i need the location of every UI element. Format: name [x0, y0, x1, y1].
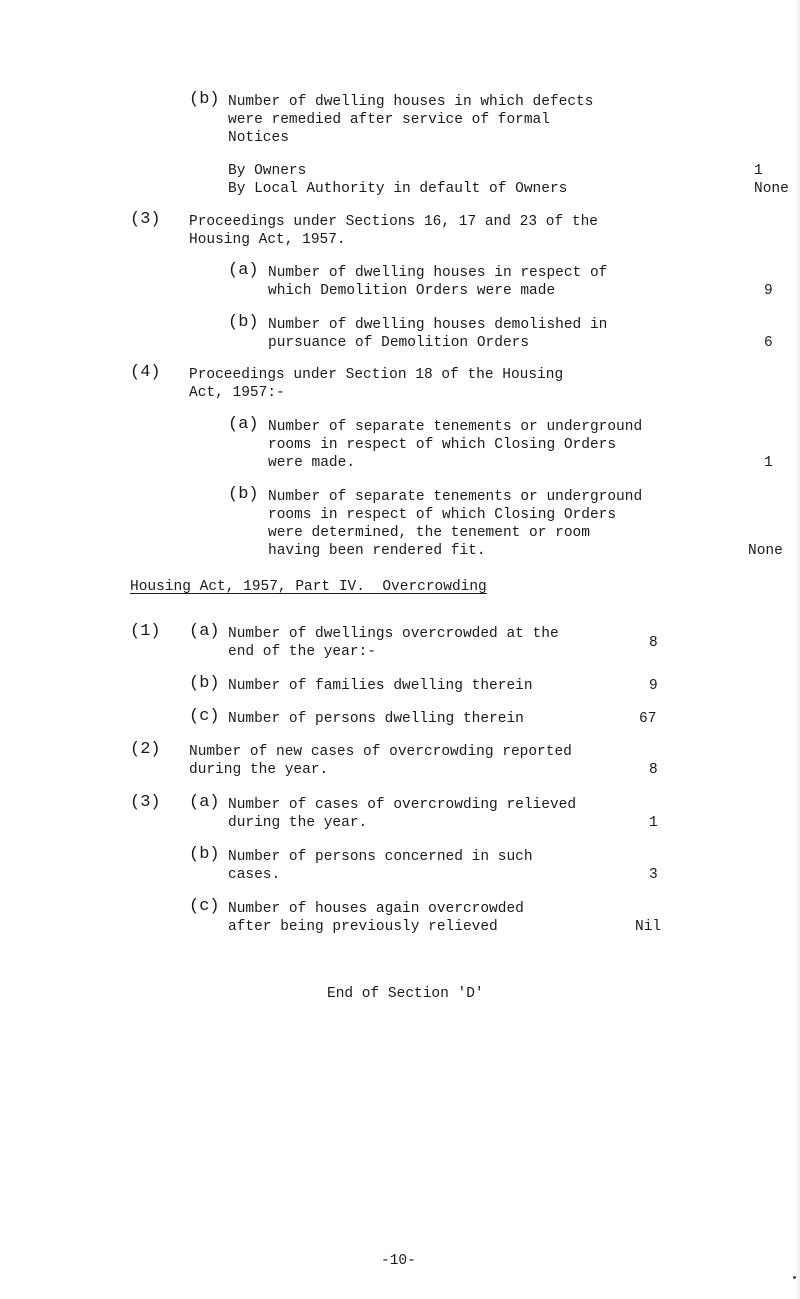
- text-line: By Owners: [228, 163, 307, 179]
- section-label: (2): [130, 740, 161, 759]
- text-line: Proceedings under Sections 16, 17 and 23 of the: [189, 214, 598, 230]
- text-line: which Demolition Orders were made: [268, 283, 556, 299]
- value-closing-orders-determined: None: [748, 543, 783, 559]
- value-demolition-orders: 9: [764, 283, 773, 299]
- text-line: pursuance of Demolition Orders: [268, 335, 530, 351]
- page-edge-shadow: [794, 0, 800, 1299]
- item-label: (b): [189, 845, 220, 864]
- text-line: Number of dwellings overcrowded at the: [228, 626, 559, 642]
- text-line: were determined, the tenement or room: [268, 525, 590, 541]
- section-label: (4): [130, 363, 161, 382]
- text-line: Number of families dwelling therein: [228, 678, 533, 694]
- item-label: (a): [189, 622, 220, 641]
- text-line: end of the year:-: [228, 644, 376, 660]
- text-line: after being previously relieved: [228, 919, 498, 935]
- value-persons: 67: [639, 711, 657, 727]
- text-line: Number of cases of overcrowding relieved: [228, 797, 577, 813]
- text-line: Number of dwelling houses in respect of: [268, 265, 608, 281]
- value-by-local-authority: None: [754, 181, 789, 197]
- text-line: Number of separate tenements or underground: [268, 489, 643, 505]
- text-line: cases.: [228, 867, 281, 883]
- section-label: (1): [130, 622, 161, 641]
- text-line: during the year.: [189, 762, 329, 778]
- value-persons-concerned: 3: [649, 867, 658, 883]
- text-line: were made.: [268, 455, 356, 471]
- section-label: (3): [130, 210, 161, 229]
- text-line: Number of separate tenements or underground: [268, 419, 643, 435]
- text-line: Notices: [228, 130, 289, 146]
- value-by-owners: 1: [754, 163, 763, 179]
- item-label: (a): [228, 415, 259, 434]
- value-closing-orders-made: 1: [764, 455, 773, 471]
- text-line: having been rendered fit.: [268, 543, 486, 559]
- value-families: 9: [649, 678, 658, 694]
- value-new-cases: 8: [649, 762, 658, 778]
- item-label: (b): [189, 90, 220, 109]
- scan-speck: [793, 1276, 796, 1279]
- page-number: -10-: [381, 1253, 416, 1269]
- section-heading: Housing Act, 1957, Part IV. Overcrowding: [130, 579, 487, 595]
- text-line: Housing Act, 1957.: [189, 232, 346, 248]
- text-line: Number of houses again overcrowded: [228, 901, 524, 917]
- text-line: Act, 1957:-: [189, 385, 285, 401]
- text-line: Number of new cases of overcrowding reported: [189, 744, 572, 760]
- value-again-overcrowded: Nil: [635, 919, 662, 935]
- item-label: (a): [189, 793, 220, 812]
- text-line: Number of persons concerned in such: [228, 849, 533, 865]
- item-label: (a): [228, 261, 259, 280]
- text-line: during the year.: [228, 815, 368, 831]
- text-line: Proceedings under Section 18 of the Housing: [189, 367, 564, 383]
- text-line: rooms in respect of which Closing Orders: [268, 437, 617, 453]
- text-line: Number of dwelling houses in which defects: [228, 94, 594, 110]
- text-line: Number of persons dwelling therein: [228, 711, 524, 727]
- text-line: rooms in respect of which Closing Orders: [268, 507, 617, 523]
- text-line: By Local Authority in default of Owners: [228, 181, 568, 197]
- item-label: (b): [189, 674, 220, 693]
- item-label: (b): [228, 313, 259, 332]
- end-of-section-note: End of Section 'D': [327, 986, 484, 1002]
- value-dwellings-overcrowded: 8: [649, 635, 658, 651]
- item-label: (b): [228, 485, 259, 504]
- item-label: (c): [189, 897, 220, 916]
- item-label: (c): [189, 707, 220, 726]
- text-line: Number of dwelling houses demolished in: [268, 317, 608, 333]
- value-cases-relieved: 1: [649, 815, 658, 831]
- section-label: (3): [130, 793, 161, 812]
- value-demolished: 6: [764, 335, 773, 351]
- text-line: were remedied after service of formal: [228, 112, 550, 128]
